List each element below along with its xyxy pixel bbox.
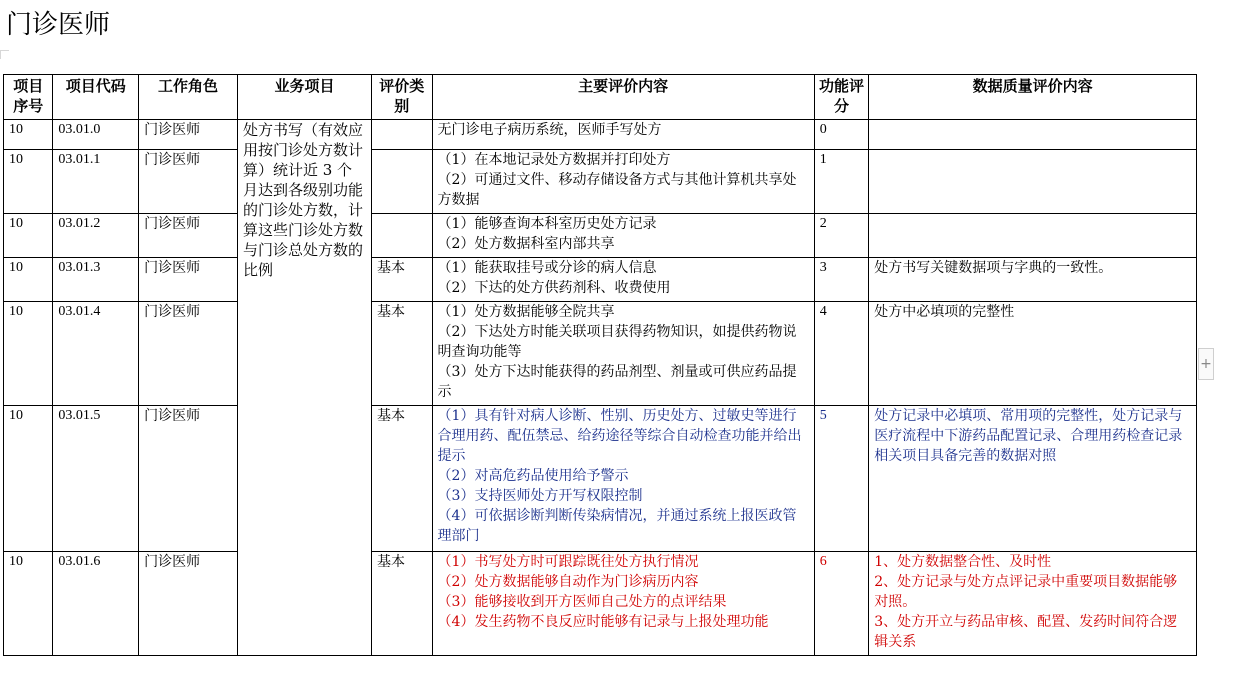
cell-category: 基本 xyxy=(372,552,433,656)
cell-role: 门诊医师 xyxy=(139,406,238,552)
table-row xyxy=(4,150,1197,214)
cell-main-content xyxy=(432,258,814,302)
cell-category xyxy=(372,120,433,150)
cell-score: 6 xyxy=(814,552,868,656)
cell-category: 基本 xyxy=(372,302,433,406)
header-business: 业务项目 xyxy=(237,75,371,120)
data-quality-line: 1、处方数据整合性、及时性 xyxy=(874,554,1052,570)
cell-role: 门诊医师 xyxy=(139,214,238,258)
cell-code: 03.01.0 xyxy=(53,120,139,150)
main-content-line: （3）支持医师处方开写权限控制 xyxy=(437,488,643,504)
cell-category: 基本 xyxy=(372,258,433,302)
cell-code: 03.01.5 xyxy=(53,406,139,552)
cell-seq: 10 xyxy=(4,258,53,302)
cell-role: 门诊医师 xyxy=(139,150,238,214)
main-content-line: （2）下达处方时能关联项目获得药物知识，如提供药物说明查询功能等 xyxy=(437,324,797,360)
main-content-line: （1）具有针对病人诊断、性别、历史处方、过敏史等进行合理用药、配伍禁忌、给药途径等综合自动检查功能并给出提示 xyxy=(437,408,802,464)
cell-data-quality xyxy=(869,406,1197,552)
header-data-quality: 数据质量评价内容 xyxy=(869,75,1197,120)
cell-score: 3 xyxy=(814,258,868,302)
main-content-line: （3）能够接收到开方医师自己处方的点评结果 xyxy=(437,594,727,610)
cell-code: 03.01.4 xyxy=(53,302,139,406)
page-title: 门诊医师 xyxy=(6,10,111,40)
main-content-line: （1）能够查询本科室历史处方记录 xyxy=(437,216,657,232)
cell-seq: 10 xyxy=(4,214,53,258)
cell-data-quality xyxy=(869,150,1197,214)
table-row xyxy=(4,552,1197,656)
data-quality-line: 3、处方开立与药品审核、配置、发药时间符合逻辑关系 xyxy=(874,614,1178,650)
cell-code: 03.01.6 xyxy=(53,552,139,656)
header-row xyxy=(4,75,1197,120)
cell-score: 5 xyxy=(814,406,868,552)
cell-main-content xyxy=(432,406,814,552)
table-row xyxy=(4,214,1197,258)
cell-data-quality xyxy=(869,552,1197,656)
cell-code: 03.01.1 xyxy=(53,150,139,214)
header-seq: 项目序号 xyxy=(4,75,53,120)
cell-role: 门诊医师 xyxy=(139,120,238,150)
cell-seq: 10 xyxy=(4,150,53,214)
cell-data-quality xyxy=(869,302,1197,406)
main-content-line: （1）能获取挂号或分诊的病人信息 xyxy=(437,260,657,276)
cell-seq: 10 xyxy=(4,552,53,656)
main-content-line: （3）处方下达时能获得的药品剂型、剂量或可供应药品提示 xyxy=(437,364,797,400)
data-quality-line: 处方书写关键数据项与字典的一致性。 xyxy=(874,260,1113,276)
add-row-button[interactable]: + xyxy=(1198,348,1214,380)
header-score: 功能评分 xyxy=(814,75,868,120)
cell-role: 门诊医师 xyxy=(139,258,238,302)
header-category: 评价类别 xyxy=(372,75,433,120)
cell-category xyxy=(372,150,433,214)
main-content-line: （1）在本地记录处方数据并打印处方 xyxy=(437,152,671,168)
cell-data-quality xyxy=(869,214,1197,258)
main-content-line: 无门诊电子病历系统，医师手写处方 xyxy=(437,122,662,138)
data-quality-line: 2、处方记录与处方点评记录中重要项目数据能够对照。 xyxy=(874,574,1178,610)
cell-data-quality xyxy=(869,120,1197,150)
main-content-line: （4）可依据诊断判断传染病情况，并通过系统上报医政管理部门 xyxy=(437,508,797,544)
cell-seq: 10 xyxy=(4,302,53,406)
cell-data-quality xyxy=(869,258,1197,302)
cell-score: 0 xyxy=(814,120,868,150)
cell-code: 03.01.2 xyxy=(53,214,139,258)
cell-main-content xyxy=(432,302,814,406)
main-content-line: （2）可通过文件、移动存储设备方式与其他计算机共享处方数据 xyxy=(437,172,797,208)
cell-code: 03.01.3 xyxy=(53,258,139,302)
cell-score: 4 xyxy=(814,302,868,406)
header-role: 工作角色 xyxy=(139,75,238,120)
cell-category: 基本 xyxy=(372,406,433,552)
cell-role: 门诊医师 xyxy=(139,302,238,406)
cell-main-content xyxy=(432,150,814,214)
cell-seq: 10 xyxy=(4,406,53,552)
cell-score: 2 xyxy=(814,214,868,258)
table-row xyxy=(4,302,1197,406)
data-quality-line: 处方记录中必填项、常用项的完整性，处方记录与医疗流程中下游药品配置记录、合理用药检查记录相关项目具备完善的数据对照 xyxy=(874,408,1183,464)
paragraph-marker xyxy=(0,50,9,59)
evaluation-table xyxy=(3,74,1197,656)
main-content-line: （2）处方数据科室内部共享 xyxy=(437,236,615,252)
main-content-line: （4）发生药物不良反应时能够有记录与上报处理功能 xyxy=(437,614,769,630)
cell-main-content xyxy=(432,214,814,258)
main-content-line: （1）书写处方时可跟踪既往处方执行情况 xyxy=(437,554,699,570)
main-content-line: （1）处方数据能够全院共享 xyxy=(437,304,615,320)
table-row xyxy=(4,258,1197,302)
cell-role: 门诊医师 xyxy=(139,552,238,656)
table-row xyxy=(4,406,1197,552)
main-content-line: （2）下达的处方供药剂科、收费使用 xyxy=(437,280,671,296)
data-quality-line: 处方中必填项的完整性 xyxy=(874,304,1015,320)
header-code: 项目代码 xyxy=(53,75,139,120)
cell-main-content xyxy=(432,120,814,150)
main-content-line: （2）处方数据能够自动作为门诊病历内容 xyxy=(437,574,699,590)
cell-main-content xyxy=(432,552,814,656)
main-content-line: （2）对高危药品使用给予警示 xyxy=(437,468,629,484)
header-main-content: 主要评价内容 xyxy=(432,75,814,120)
cell-business-item: 处方书写（有效应用按门诊处方数计算）统计近 3 个月达到各级别功能的门诊处方数，计算这些门诊处方数与门诊总处方数的比例 xyxy=(237,120,371,656)
cell-category xyxy=(372,214,433,258)
cell-seq: 10 xyxy=(4,120,53,150)
table-row xyxy=(4,120,1197,150)
cell-score: 1 xyxy=(814,150,868,214)
